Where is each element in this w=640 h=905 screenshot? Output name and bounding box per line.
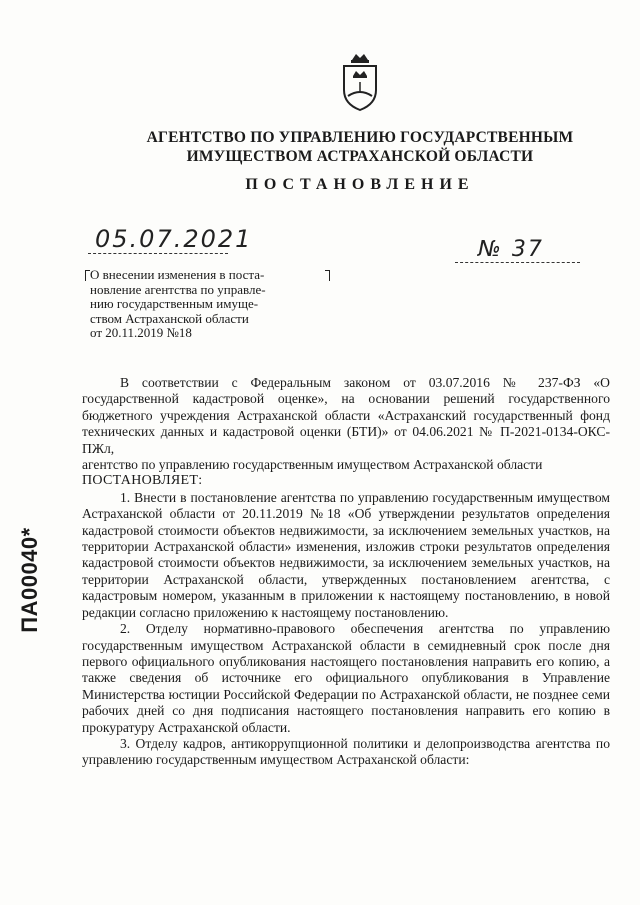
subject-bracket-right (325, 270, 330, 281)
document-date: 05.07.2021 (95, 225, 253, 253)
item-1: 1. Внести в постановление агентства по управлению государственным имуществом Астраханской области от 20.11.2019 №18 «Об утверждении результатов определения кадастровой стоимости объектов недвижимости, за исключением земельных участков, на территории Астраханской области» изменения, изложив строки результатов определения кадастровой стоимости объектов недвижимости, за исключением земельных участков, на территории Астраханской области, утвержденных постановлением агентства, с кадастровым номером, указанным в приложении к настоящему постановлению, в новой редакции согласно приложению к настоящему постановлению. (82, 489, 610, 620)
number-underline (455, 262, 580, 263)
agency-title-line-2: ИМУЩЕСТВОМ АСТРАХАНСКОЙ ОБЛАСТИ (186, 148, 534, 165)
agency-title (110, 128, 610, 166)
coat-of-arms-icon (338, 52, 382, 112)
subject-line: ством Астраханской области (90, 310, 249, 326)
agency-title-line-1: АГЕНТСТВО ПО УПРАВЛЕНИЮ ГОСУДАРСТВЕННЫМ (146, 129, 574, 146)
date-underline (88, 253, 228, 254)
intro-paragraph: В соответствии с Федеральным законом от 03.07.2016 № 237-ФЗ «О государственной кадастровой оценке», на основании решений государственного бюджетного учреждения Астраханской области «Астраханский государственный фонд технических данных и кадастровой оценки (БТИ)» от 04.06.2021 № П-2021-0134-ОКС-ПЖл, (82, 375, 610, 456)
registration-stamp-text: ПА00040* (17, 527, 42, 633)
item-3: 3. Отделу кадров, антикоррупционной политики и делопроизводства агентства по управлению государственным имуществом Астраханской области: (82, 735, 610, 768)
decree-heading: ПОСТАНОВЛЯЕТ: (82, 473, 203, 489)
intro-tail: агентство по управлению государственным имуществом Астраханской области (82, 457, 543, 473)
subject-line: новление агентства по управле- (90, 281, 266, 297)
subject-line: от 20.11.2019 №18 (90, 325, 192, 340)
subject-bracket-left (85, 270, 90, 281)
document-subject (90, 268, 322, 341)
document-number: № 37 (478, 237, 544, 262)
document-type: ПОСТАНОВЛЕНИЕ (245, 176, 475, 193)
subject-line: нию государственным имуще- (90, 296, 259, 311)
item-2: 2. Отделу нормативно-правового обеспечения агентства по управлению государственным имуществом Астраханской области в семидневный срок после дня первого официального опубликования настоящего постановления направить его копию, а также сведения об источнике его официального опубликования в Управление Министерства юстиции Российской Федерации по Астраханской области, не позднее семи рабочих дней со дня подписания настоящего постановления направить его копию в прокуратуру Астраханской области. (82, 621, 610, 735)
document-body (82, 375, 610, 769)
subject-line: О внесении изменения в поста- (90, 267, 265, 282)
registration-stamp (10, 525, 50, 635)
